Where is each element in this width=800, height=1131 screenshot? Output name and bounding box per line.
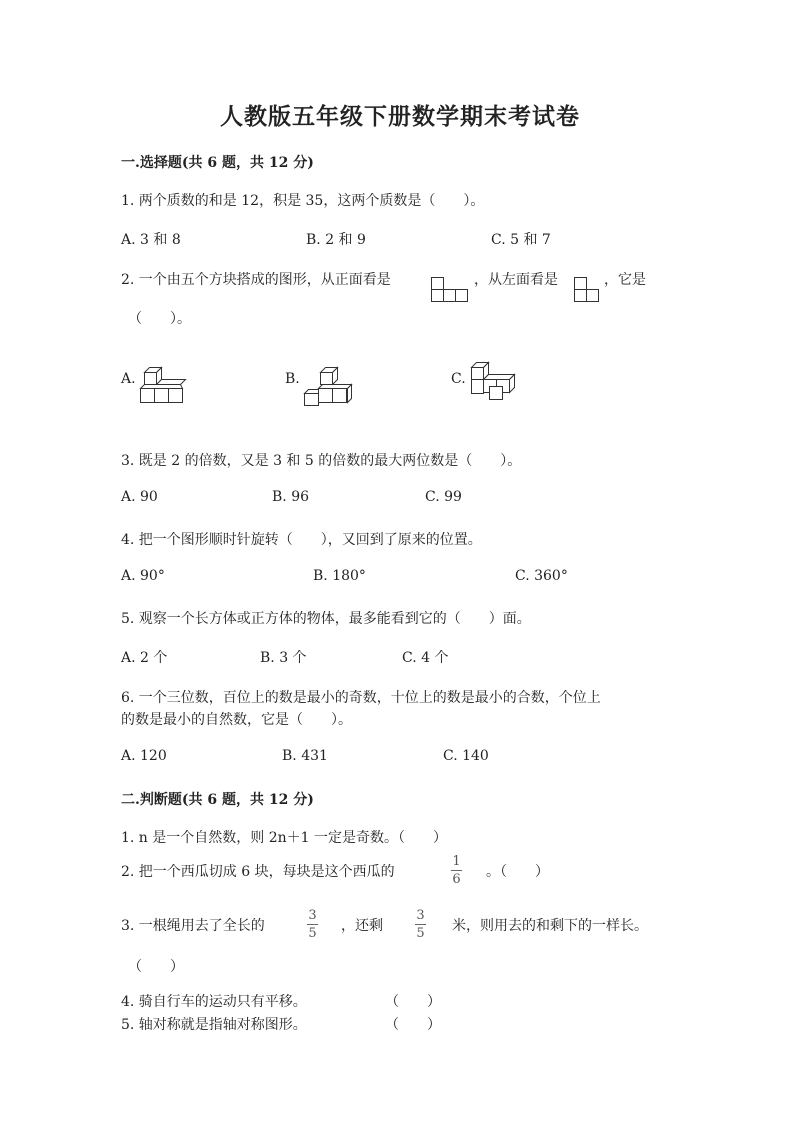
q2-option-c-figure	[470, 362, 518, 406]
fraction-bar	[451, 870, 462, 871]
question-2-part3: ，它是	[604, 272, 646, 288]
question-5: 5. 观察一个长方体或正方体的物体，最多能看到它的（ ）面。	[121, 611, 531, 627]
q2-option-b-figure	[303, 367, 353, 407]
question-6-line1: 6. 一个三位数，百位上的数是最小的奇数，十位上的数是最小的合数，个位上	[121, 690, 601, 706]
q5-option-a: A. 2 个	[121, 650, 168, 666]
fraction-three-fifths-1	[307, 908, 318, 941]
front-view-figure	[431, 277, 471, 303]
question-3: 3. 既是 2 的倍数，又是 3 和 5 的倍数的最大两位数是（ ）。	[121, 453, 522, 469]
fraction-denominator: 6	[452, 872, 461, 887]
q1-option-b: B. 2 和 9	[306, 232, 366, 248]
q6-option-b: B. 431	[282, 748, 328, 764]
judge-question-4: 4. 骑自行车的运动只有平移。	[121, 994, 307, 1010]
judge-question-3-part1: 3. 一根绳用去了全长的	[121, 918, 265, 934]
judge-question-3-part2: ，还剩	[341, 918, 383, 934]
section-heading-choice: 一.选择题(共 6 题，共 12 分)	[121, 155, 314, 171]
fraction-bar	[307, 924, 318, 925]
fraction-three-fifths-2	[415, 908, 426, 941]
judge-question-2-part1: 2. 把一个西瓜切成 6 块，每块是这个西瓜的	[121, 864, 395, 880]
q3-option-c: C. 99	[425, 489, 462, 505]
q4-option-b: B. 180°	[313, 568, 366, 584]
q2-option-a-figure	[139, 367, 185, 407]
question-2-line2: （ ）。	[128, 311, 191, 327]
question-2-part2: ，从左面看是	[474, 272, 558, 288]
question-6-line2: 的数是最小的自然数，它是（ ）。	[121, 712, 352, 728]
judge-question-1: 1. n 是一个自然数，则 2n＋1 一定是奇数。（ ）	[121, 830, 448, 846]
fraction-numerator: 3	[308, 908, 317, 923]
fraction-bar	[415, 924, 426, 925]
q5-option-c: C. 4 个	[402, 650, 449, 666]
q1-option-a: A. 3 和 8	[121, 232, 181, 248]
judge-question-3-part3: 米，则用去的和剩下的一样长。	[452, 918, 648, 934]
section-heading-judge: 二.判断题(共 6 题，共 12 分)	[121, 792, 314, 808]
question-1: 1. 两个质数的和是 12，积是 35，这两个质数是（ ）。	[121, 193, 485, 209]
fraction-numerator: 3	[416, 908, 425, 923]
question-2-part1: 2. 一个由五个方块搭成的图形，从正面看是	[121, 272, 391, 288]
q5-option-b: B. 3 个	[260, 650, 307, 666]
fraction-denominator: 5	[308, 926, 317, 941]
q2-option-c: C.	[451, 371, 466, 387]
question-4: 4. 把一个图形顺时针旋转（ ），又回到了原来的位置。	[121, 532, 482, 548]
left-view-figure	[574, 277, 602, 303]
q2-option-a: A.	[121, 371, 136, 387]
q3-option-a: A. 90	[121, 489, 158, 505]
judge-question-5-paren: （ ）	[385, 1017, 441, 1033]
q1-option-c: C. 5 和 7	[491, 232, 551, 248]
fraction-one-sixth	[451, 854, 462, 887]
judge-question-2-part2: 。（ ）	[486, 864, 549, 880]
q6-option-c: C. 140	[443, 748, 489, 764]
q4-option-c: C. 360°	[515, 568, 568, 584]
fraction-numerator: 1	[452, 854, 461, 869]
page-title: 人教版五年级下册数学期末考试卷	[220, 103, 580, 130]
fraction-denominator: 5	[416, 926, 425, 941]
q3-option-b: B. 96	[272, 489, 310, 505]
judge-question-4-paren: （ ）	[385, 994, 441, 1010]
judge-question-3-line2: （ ）	[128, 959, 184, 975]
q6-option-a: A. 120	[121, 748, 167, 764]
judge-question-5: 5. 轴对称就是指轴对称图形。	[121, 1017, 307, 1033]
q2-option-b: B.	[285, 371, 300, 387]
q4-option-a: A. 90°	[121, 568, 165, 584]
